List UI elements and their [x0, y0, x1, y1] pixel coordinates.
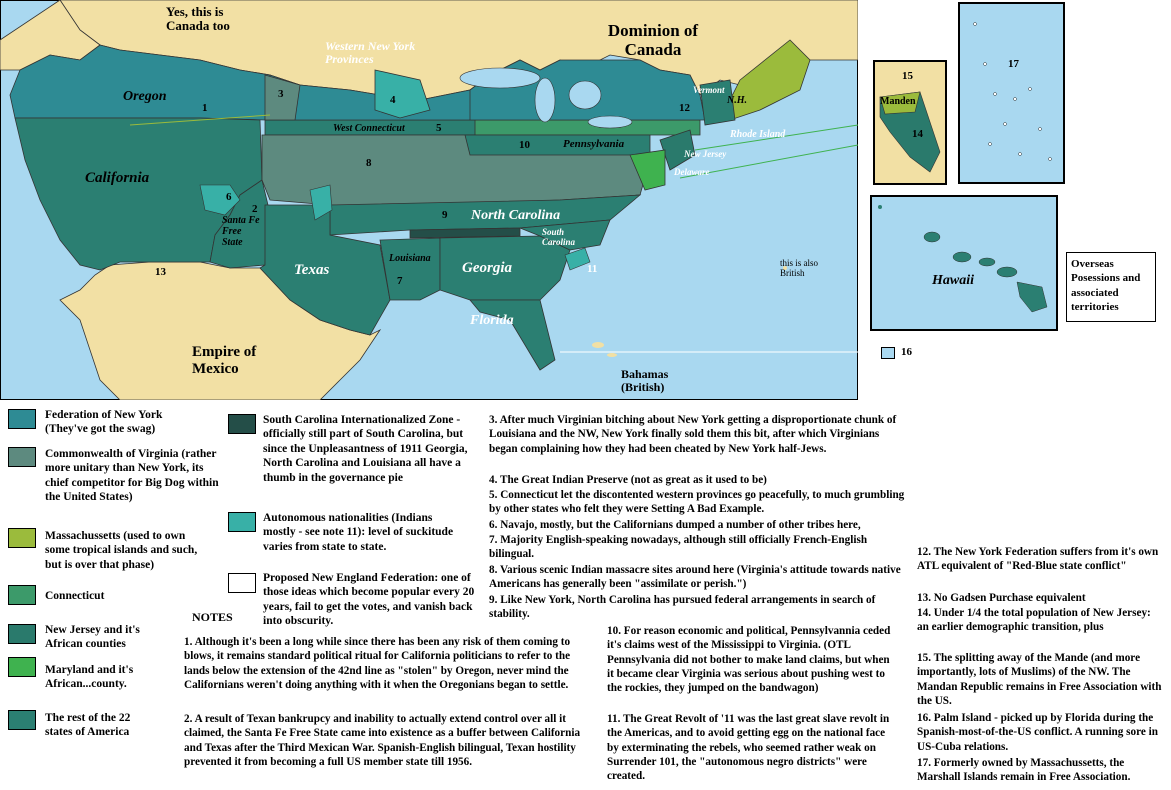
note-13: 13. No Gadsen Purchase equivalent	[917, 592, 1086, 604]
inset-marshall-map	[960, 4, 1063, 182]
note-17: 17. Formerly owned by Massachussetts, the Marshall Islands remain in Free Association.	[917, 757, 1131, 784]
legend-swatch-south-carolina-zone	[228, 414, 256, 434]
inset-marshall	[958, 2, 1065, 184]
island	[979, 258, 995, 266]
label-texas: Texas	[294, 262, 330, 278]
island	[984, 63, 987, 66]
island	[1029, 88, 1032, 91]
legend-massachusetts: Massachussetts (used to own some tropical islands and such, but is over that phase)	[45, 530, 198, 571]
legend-swatch-maryland	[8, 657, 36, 677]
label-also-british: this is also British	[780, 258, 819, 278]
inset-number: 17	[1008, 58, 1019, 70]
label-south-carolina: South Carolina	[542, 227, 576, 247]
island	[1004, 123, 1007, 126]
map-number: 8	[366, 157, 372, 169]
map-number: 10	[519, 139, 530, 151]
label-florida: Florida	[470, 313, 514, 328]
label-new-jersey: New Jersey	[684, 149, 727, 159]
lake-michigan	[535, 78, 555, 122]
note-11: 11. The Great Revolt of '11 was the last great slave revolt in the Americas, and to avoid getting egg on the national face by exterminating the rebels, who seemed rather weak on Surrender 101, the "autonomous negro districts" were created.	[607, 713, 890, 783]
legend-new-jersey: New Jersey and it's African counties	[45, 624, 140, 651]
island	[974, 23, 977, 26]
label-north-carolina: North Carolina	[471, 208, 561, 223]
legend-south-carolina-zone: South Carolina Internationalized Zone - officially still part of South Carolina, but since the Unpleasantness of 1911 Georgia, North Carolina and Louisiana all have a thumb in the governance pie	[263, 414, 468, 484]
region-louisiana	[380, 238, 440, 300]
lake-superior	[460, 68, 540, 88]
main-map	[0, 0, 858, 400]
map-number: 4	[390, 94, 396, 106]
inset-hawaii	[870, 195, 1058, 331]
map-number: 2	[252, 203, 258, 215]
map-number: 1	[202, 102, 208, 114]
overseas-label: Overseas Posessions and associated territories	[1066, 252, 1156, 322]
legend-rest22: The rest of the 22 states of America	[45, 712, 131, 739]
island	[1049, 158, 1052, 161]
note-14: 14. Under 1/4 the total population of New Jersey: an earlier demographic transition, plus	[917, 607, 1151, 634]
label-pennsylvania: Pennsylvania	[563, 138, 625, 150]
note-1: 1. Although it's been a long while since there has been any risk of them coming to blows, it remains standard political ritual for California politicians to refer to the lands below the extension of the 42nd line as "stolen" by Oregon, never mind the Californians weren't doing anything with it when the Oregonians began to settle.	[184, 636, 571, 691]
legend-maryland: Maryland and it's African...county.	[45, 664, 134, 691]
lake-erie	[588, 116, 632, 128]
legend-swatch-virginia	[8, 447, 36, 467]
notes-title: NOTES	[192, 610, 233, 624]
legend-swatch-new-york	[8, 409, 36, 429]
note-10: 10. For reason economic and political, Pennsylvannia ceded it's claims west of the Mississippi to Virginia. (OTL Pennsylvania did not bother to make land claims, but when it became clear Virginia was serious about pushing west to the rockies, they jumped on the bandwagon)	[607, 625, 891, 695]
legend-swatch-autonomous	[228, 512, 256, 532]
map-number: 13	[155, 266, 166, 278]
label-california: California	[85, 170, 150, 186]
label-canada-too: Yes, this is Canada too	[166, 4, 230, 34]
label-vermont: Vermont	[693, 85, 725, 95]
note-3: 3. After much Virginian bitching about New York getting a disproportionate chunk of Louisiana and the NW, New York finally sold them this bit, after which Virginians began complaining how they had been cheated by New York half-Jews.	[489, 414, 897, 455]
note-5: 5. Connecticut let the discontented western provinces go peacefully, to much grumbling by other states who felt they were Setting A Bad Example.	[489, 489, 905, 516]
inset-number: 14	[912, 128, 923, 140]
note-15: 15. The splitting away of the Mande (and more importantly, lots of Muslims) of the NW. The Mandan Republic remains in Free Association with the US.	[917, 652, 1162, 707]
legend-virginia: Commonwealth of Virginia (rather more unitary than New York, its chief competitor for Big Dog within the United States)	[45, 448, 219, 504]
inset-hawaii-map	[872, 197, 1056, 329]
label-empire-mexico: Empire of Mexico	[192, 344, 257, 377]
legend-new-york: Federation of New York (They've got the swag)	[45, 409, 163, 436]
island	[953, 252, 971, 262]
label-dominion-canada: Dominion of Canada	[607, 21, 699, 59]
legend-swatch-connecticut	[8, 585, 36, 605]
island-big	[1017, 282, 1047, 312]
legend-swatch-massachusetts	[8, 528, 36, 548]
island	[878, 205, 882, 209]
map-number: 12	[679, 102, 690, 114]
label-oregon: Oregon	[123, 89, 167, 104]
inset-number: 16	[901, 346, 912, 358]
legend-connecticut: Connecticut	[45, 590, 105, 602]
map-number: 9	[442, 209, 448, 221]
legend-autonomous: Autonomous nationalities (Indians mostly - see note 11): level of suckitude varies from state to state.	[263, 512, 454, 553]
note-6: 6. Navajo, mostly, but the Californians dumped a number of other tribes here,	[489, 519, 861, 531]
label-manden: Manden	[880, 96, 916, 107]
island	[1039, 128, 1042, 131]
lake-huron	[569, 81, 601, 109]
label-western-ny: Western New York Provinces	[325, 39, 416, 67]
map-number: 7	[397, 275, 403, 287]
legend-swatch-rest22	[8, 710, 36, 730]
label-georgia: Georgia	[462, 260, 512, 276]
bahamas-island	[592, 342, 604, 348]
legend-new-england: Proposed New England Federation: one of those ideas which become popular every 20 years, fail to get the votes, and vanish back into obscurity.	[263, 572, 475, 628]
island	[924, 232, 940, 242]
legend-swatch-new-england	[228, 573, 256, 593]
legend-swatch-new-jersey	[8, 624, 36, 644]
label-west-connecticut: West Connecticut	[333, 123, 405, 134]
note-4: 4. The Great Indian Preserve (not as great as it used to be)	[489, 474, 767, 486]
note-8: 8. Various scenic Indian massacre sites around here (Virginia's attitude towards native Americans has generally been "assimilate or perish.")	[489, 564, 901, 591]
note-9: 9. Like New York, North Carolina has pursued federal arrangements in search of stability.	[489, 594, 876, 621]
region-connecticut	[475, 120, 700, 135]
bahamas-island	[607, 353, 617, 357]
island	[989, 143, 992, 146]
label-louisiana: Louisiana	[389, 253, 431, 264]
label-hawaii: Hawaii	[932, 273, 975, 288]
inset-number: 15	[902, 70, 913, 82]
map-number: 11	[587, 263, 598, 275]
note-16: 16. Palm Island - picked up by Florida during the Spanish-most-of-the-US conflict. A running sore in US-Cuba relations.	[917, 712, 1158, 753]
map-number: 3	[278, 88, 284, 100]
label-santa-fe: Santa Fe Free State	[222, 215, 260, 248]
inset-palm-island	[881, 347, 895, 359]
island	[1019, 153, 1022, 156]
island	[994, 93, 997, 96]
island	[1014, 98, 1017, 101]
map-number: 6	[226, 191, 232, 203]
label-bahamas: Bahamas (British)	[621, 367, 669, 395]
label-nh: N.H.	[727, 95, 747, 106]
note-7: 7. Majority English-speaking nowadays, although still officially French-English bilingual.	[489, 534, 868, 561]
label-delaware: Delaware	[674, 167, 710, 177]
island	[997, 267, 1017, 277]
note-12: 12. The New York Federation suffers from it's own ATL equivalent of "Red-Blue state conflict"	[917, 546, 1159, 573]
note-2: 2. A result of Texan bankrupcy and inability to actually extend control over all it claimed, the Santa Fe Free State came into existence as a buffer between California and Texas after the Third Mexican War. Spanish-English bilingual, Texan hostility prevented it from becoming a full US member state till 1956.	[184, 713, 581, 768]
map-number: 5	[436, 122, 442, 134]
label-rhode-island: Rhode Island	[730, 129, 786, 140]
